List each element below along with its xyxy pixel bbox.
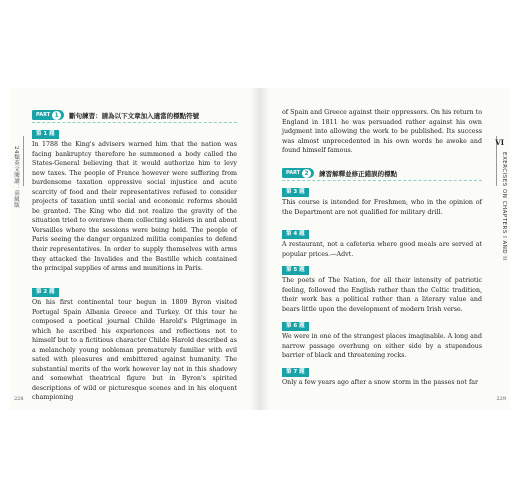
left-page xyxy=(10,88,260,410)
question-6-text: We were in one of the strangest places imaginable. A long and narrow passage overhung on either side by a stupendous barrier of black and threatening rocks. xyxy=(282,333,482,360)
question-1-text: In 1788 the King's advisers warned him that the nation was facing bankruptcy therefore he summoned a body called the States-General believing that it would authorize him to levy new taxes. The people of France however were suffering from burdensome taxation oppressive social injustice and acute scarcity of food and their representatives refused to consider projects of taxation until social and economic reforms should be granted. The King who did not realize the gravity of the situation tried to overawe them collecting soldiers in and about Versailles where the sessions were being held. The people of Paris seeing the danger organized militia companies to defend their representatives. In order to supply themselves with arms they attacked the Invalides and the Bastille which contained the principal supplies of arms and munitions in Paris. xyxy=(32,141,237,273)
side-label-right: EXERCISES ON CHAPTERS I AND II xyxy=(501,152,507,261)
page-number-right: 229 xyxy=(496,396,506,402)
right-page xyxy=(260,88,510,410)
question-7-label: 第 7 題 xyxy=(282,368,309,377)
question-6-label: 第 6 題 xyxy=(282,322,309,331)
part-1-title: 斷句練習：請為以下文章加入適當的標點符號 xyxy=(69,111,200,120)
question-4-label: 第 4 題 xyxy=(282,230,309,239)
question-2-text: On his first continental tour begun in 1809 Byron visited Portugal Spain Albania Greece and Turkey. Of this tour he composed a poetical journal Childe Harold's Pilgrimage in which he ascribed his experiences and reflections not to himself but to a fictitious character Childe Harold described as a melancholy young nobleman prematurely familiar with evil sated with pleasures and embittered against humanity. The substantial merits of the work however lay not in this shadowy and somewhat theatrical figure but in Byron's spirited descriptions of wild or picturesque scenes and in his eloquent championing xyxy=(32,299,237,402)
question-3-label: 第 3 題 xyxy=(282,188,309,197)
part-1-badge: PART 1 xyxy=(32,110,64,120)
part-2-badge: PART 2 xyxy=(282,168,314,178)
part-2-number: 2 xyxy=(302,169,311,178)
continuation-text: of Spain and Greece against their oppressors. On his return to England in 1811 he was persuaded rather against his own judgment into allowing the work to be published. Its success was almost unprecedented in his own words he awoke and found himself famous. xyxy=(282,109,482,155)
side-label-left: 24類英文閱讀：高級版 xyxy=(13,146,19,208)
question-5-label: 第 5 題 xyxy=(282,266,309,275)
part-1-heading xyxy=(32,110,237,123)
question-5-text: The poets of The Nation, for all their intensity of patriotic feeling, followed the English rather than the Celtic tradition, their work has a political rather than a literary value and bears little upon the development of modern Irish verse. xyxy=(282,277,482,313)
chapter-tab: VI xyxy=(495,138,504,147)
question-1-label: 第 1 題 xyxy=(32,130,59,139)
page-number-left: 228 xyxy=(14,396,24,402)
question-2-label: 第 2 題 xyxy=(32,288,59,297)
book-spread xyxy=(10,88,510,410)
part-1-number: 1 xyxy=(52,111,61,120)
part-2-heading xyxy=(282,168,482,181)
question-3-text: This course is intended for Freshmen, who in the opinion of the Department are not qualified for military drill. xyxy=(282,199,482,216)
question-7-text: Only a few years ago after a snow storm in the passes not far xyxy=(282,379,479,386)
question-4-text: A restaurant, not a cafeteria where good meals are served at popular prices.—Advt. xyxy=(282,241,482,258)
part-2-title: 練習解釋並修正錯誤的標點 xyxy=(319,169,398,178)
